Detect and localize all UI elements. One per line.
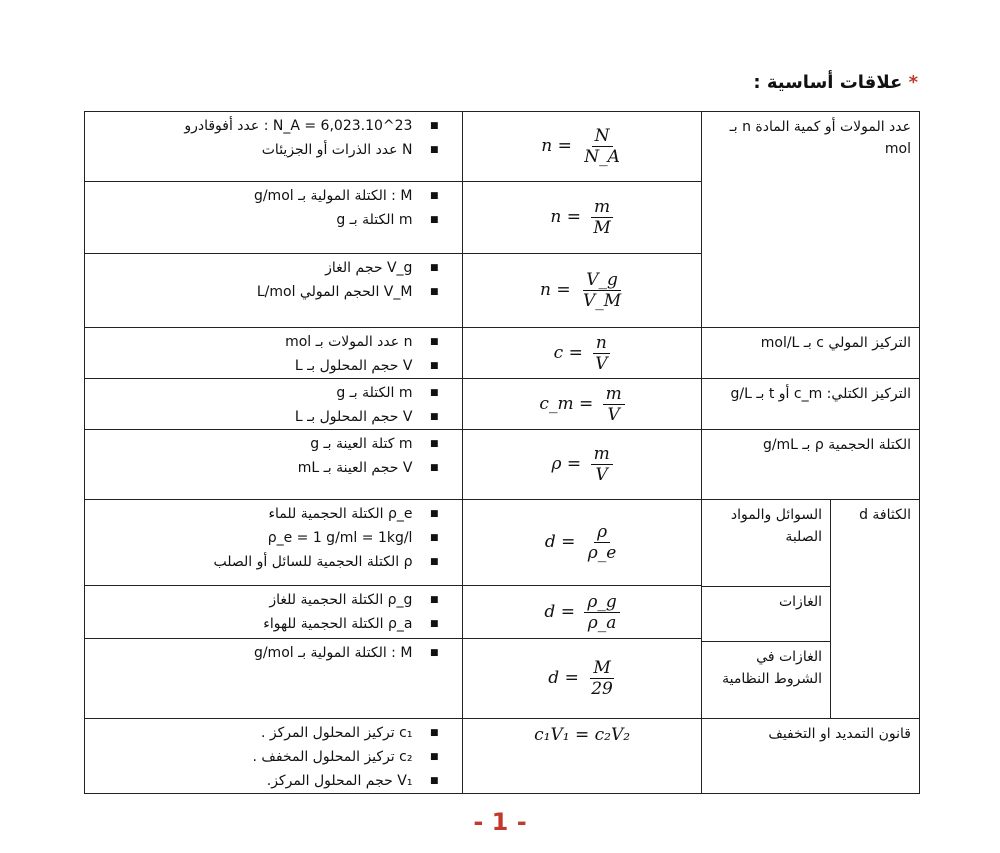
table-row: [85, 379, 920, 430]
formula: n = $\frac{m}{M}$: [550, 197, 613, 238]
notes-cell: [85, 328, 463, 379]
relative-density-cell: [701, 500, 919, 719]
list-item: ■ m الكتلة بـ g: [93, 208, 438, 232]
formula-cell: [463, 254, 701, 328]
formula: c_m = $\frac{m}{V}$: [539, 384, 624, 425]
formula: c = $\frac{n}{V}$: [554, 333, 611, 374]
list-item: ■ V حجم المحلول بـ L: [93, 405, 438, 429]
formula: d = $\frac{\rho}{\rho\_e}$: [544, 522, 617, 564]
notes-cell: [85, 379, 463, 430]
notes-cell: [85, 430, 463, 500]
list-item: ■ ρ_e الكتلة الحجمية للماء: [93, 502, 438, 526]
relations-table: [84, 111, 920, 794]
formula-cell: [463, 182, 701, 254]
list-item: ■ V_g حجم الغاز: [93, 256, 438, 280]
list-item: ■ V₁ حجم المحلول المركز.: [93, 769, 438, 793]
list-item: ■ M : الكتلة المولية بـ g/mol: [93, 641, 438, 665]
quantity-label: عدد المولات أو كمية المادة n بـ mol: [701, 112, 919, 328]
list-item: ■ V حجم العينة بـ mL: [93, 456, 438, 480]
table-row: [85, 719, 920, 794]
quantity-label: التركيز المولي c بـ mol/L: [701, 328, 919, 379]
formula-cell: [463, 638, 701, 718]
quantity-label: التركيز الكتلي: c_m أو t بـ g/L: [701, 379, 919, 430]
formula-cell: [463, 112, 701, 182]
list-item: ■ ρ_a الكتلة الحجمية للهواء: [93, 612, 438, 636]
formula: d = $\frac{\rho\_g}{\rho\_a}$: [544, 592, 619, 633]
formula: n = $\frac{V\_g}{V\_M}$: [539, 270, 622, 311]
quantity-label: قانون التمديد او التخفيف: [701, 719, 919, 794]
sub-label: الغازات: [702, 587, 830, 642]
list-item: ■ V حجم المحلول بـ L: [93, 354, 438, 378]
list-item: ■ M : الكتلة المولية بـ g/mol: [93, 184, 438, 208]
sub-label: الغازات في الشروط النظامية: [722, 649, 822, 687]
list-item: [93, 526, 438, 550]
quantity-label: الكثافة d: [830, 500, 919, 718]
notes-cell: [85, 254, 463, 328]
notes-cell: [85, 586, 463, 638]
formula: ρ = $\frac{m}{V}$: [552, 444, 613, 485]
sub-label: السوائل والمواد الصلبة: [702, 500, 830, 587]
formula: c₁V₁ = c₂V₂: [534, 725, 631, 745]
notes-cell: [85, 719, 463, 794]
sub-labels: [702, 500, 830, 718]
formula: d = $\frac{M}{29}$: [548, 657, 613, 699]
list-item: ■ ρ الكتلة الحجمية للسائل أو الصلب: [93, 550, 438, 574]
table-row: [85, 430, 920, 500]
quantity-label: الكتلة الحجمية ρ بـ g/mL: [701, 430, 919, 500]
table-row: [85, 112, 920, 182]
list-item: ■ V_M الحجم المولي L/mol: [93, 280, 438, 304]
list-item: ■ m الكتلة بـ g: [93, 381, 438, 405]
formula-cell: [463, 379, 701, 430]
notes-cell: [85, 182, 463, 254]
list-item: ■ ρ_g الكتلة الحجمية للغاز: [93, 588, 438, 612]
water-density-value: ρ_e = 1 g/ml = 1kg/l: [267, 530, 413, 546]
formula-cell: [463, 500, 701, 586]
formula: n = $\frac{N}{N\_A}$: [541, 126, 620, 167]
formula-cell: [463, 586, 701, 638]
notes-cell: [85, 638, 463, 718]
table-row: [85, 500, 920, 586]
notes-cell: [85, 112, 463, 182]
list-item: ■ m كتلة العينة بـ g: [93, 432, 438, 456]
table-row: [85, 328, 920, 379]
list-item: ■ N_A = 6,023.10^23 : عدد أفوقادرو: [93, 114, 438, 138]
formula-cell: [463, 719, 701, 794]
notes-cell: [85, 500, 463, 586]
formula-cell: [463, 430, 701, 500]
list-item: ■ n عدد المولات بـ mol: [93, 330, 438, 354]
list-item: ■ N عدد الذرات أو الجزيئات: [93, 138, 438, 162]
title-text: علاقات أساسية :: [753, 72, 903, 93]
page-title: [753, 72, 918, 93]
list-item: ■ c₂ تركيز المحلول المخفف .: [93, 745, 438, 769]
page-number: - 1 -: [473, 808, 527, 836]
title-star: *: [908, 72, 918, 93]
list-item: ■ c₁ تركيز المحلول المركز .: [93, 721, 438, 745]
formula-cell: [463, 328, 701, 379]
